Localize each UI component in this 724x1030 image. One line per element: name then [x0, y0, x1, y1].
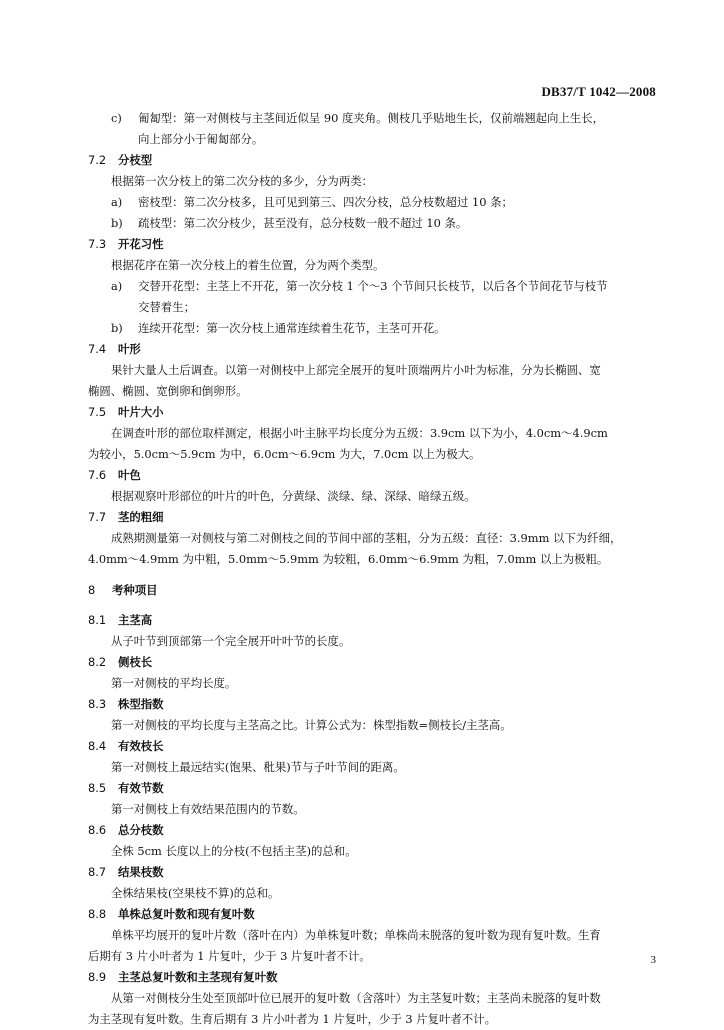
paragraph: 全株结果枝(空果枝不算)的总和。 — [111, 886, 280, 900]
page-content — [88, 108, 660, 1030]
section-heading-8-2 — [88, 652, 660, 673]
list-item-text: 连续开花型：第一次分枝上通常连续着生花节，主茎可开花。 — [138, 321, 446, 335]
section-title: 开花习性 — [118, 237, 164, 251]
paragraph: 第一对侧枝的平均长度与主茎高之比。计算公式为：株型指数=侧枝长/主茎高。 — [111, 718, 512, 732]
list-marker: a) — [111, 279, 123, 293]
paragraph: 根据第一次分枝上的第二次分枝的多少，分为两类： — [111, 174, 373, 188]
section-title: 株型指数 — [118, 697, 164, 711]
list-item-7-3-b — [88, 318, 660, 339]
section-number: 7.6 — [88, 468, 107, 482]
paragraph-line: 后期有 3 片小叶者为 1 片复叶，少于 3 片复叶者不计。 — [88, 949, 371, 963]
section-heading-8-6 — [88, 820, 660, 841]
section-title: 叶片大小 — [118, 405, 164, 419]
section-number: 8.1 — [88, 613, 107, 627]
list-item-text: 密枝型：第二次分枝多，且可见到第三、四次分枝，总分枝数超过 10 条； — [138, 195, 513, 209]
section-heading-8-7 — [88, 862, 660, 883]
paragraph: 从子叶节到顶部第一个完全展开叶叶节的长度。 — [111, 634, 351, 648]
section-number: 8.5 — [88, 781, 107, 795]
list-item-7-1-c — [88, 108, 660, 129]
section-heading-7-3 — [88, 234, 660, 255]
section-heading-7-6 — [88, 465, 660, 486]
paragraph: 根据花序在第一次分枝上的着生位置，分为两个类型。 — [111, 258, 385, 272]
paragraph-line: 为较小，5.0cm～5.9cm 为中，6.0cm～6.9cm 为大，7.0cm 以上为极大。 — [88, 447, 481, 461]
list-item-text: 交替开花型：主茎上不开花，第一次分枝 1 个～3 个节间只长枝节，以后各个节间花节与枝节 — [138, 279, 608, 293]
list-item-7-3-a — [88, 276, 660, 297]
section-number: 7.4 — [88, 342, 107, 356]
section-title: 侧枝长 — [118, 655, 153, 669]
list-marker: a) — [111, 195, 123, 209]
section-number: 7.3 — [88, 237, 107, 251]
paragraph: 第一对侧枝上最远结实(饱果、秕果)节与子叶节间的距离。 — [111, 760, 405, 774]
list-marker: b) — [111, 216, 123, 230]
paragraph-line: 从第一对侧枝分生处至顶部叶位已展开的复叶数（含落叶）为主茎复叶数；主茎尚未脱落的复叶数 — [111, 991, 601, 1005]
paragraph-line: 为主茎现有复叶数。生育后期有 3 片小叶者为 1 片复叶，少于 3 片复叶者不计。 — [88, 1012, 496, 1026]
section-title: 叶色 — [118, 468, 141, 482]
section-heading-8-3 — [88, 694, 660, 715]
list-marker: b) — [111, 321, 123, 335]
list-item-7-2-a — [88, 192, 660, 213]
section-title: 叶形 — [118, 342, 141, 356]
section-heading-8-4 — [88, 736, 660, 757]
section-number: 8.6 — [88, 823, 107, 837]
chapter-number: 8 — [88, 583, 96, 597]
section-title: 主茎高 — [118, 613, 153, 627]
list-item-text: 匍匐型：第一对侧枝与主茎间近似呈 90 度夹角。侧枝几乎贴地生长，仅前端翘起向上生长， — [138, 111, 604, 125]
section-heading-7-4 — [88, 339, 660, 360]
section-title: 单株总复叶数和现有复叶数 — [118, 907, 255, 921]
list-item-7-2-b — [88, 213, 660, 234]
section-title: 有效枝长 — [118, 739, 164, 753]
section-number: 8.3 — [88, 697, 107, 711]
paragraph: 第一对侧枝的平均长度。 — [111, 676, 237, 690]
list-marker: c) — [111, 111, 122, 125]
section-heading-7-2 — [88, 150, 660, 171]
section-heading-8-9 — [88, 967, 660, 988]
paragraph: 全株 5cm 长度以上的分枝(不包括主茎)的总和。 — [111, 844, 357, 858]
section-title: 结果枝数 — [118, 865, 164, 879]
section-heading-7-7 — [88, 507, 660, 528]
paragraph: 第一对侧枝上有效结果范围内的节数。 — [111, 802, 305, 816]
section-number: 8.2 — [88, 655, 107, 669]
section-heading-8-8 — [88, 904, 660, 925]
list-item-continuation: 向上部分小于匍匐部分。 — [138, 132, 264, 146]
paragraph-line: 果针大量人土后调查。以第一对侧枝中上部完全展开的复叶顶端两片小叶为标准，分为长椭圆、宽 — [111, 363, 601, 377]
list-item-text: 疏枝型：第二次分枝少，甚至没有，总分枝数一般不超过 10 条。 — [138, 216, 468, 230]
section-title: 茎的粗细 — [118, 510, 164, 524]
paragraph-line: 在调查叶形的部位取样测定，根据小叶主脉平均长度分为五级：3.9cm 以下为小，4.0cm～4.9cm — [111, 426, 608, 440]
standard-code: DB37/T 1042—2008 — [541, 84, 656, 99]
page-number: 3 — [650, 954, 656, 966]
section-title: 总分枝数 — [118, 823, 164, 837]
paragraph-line: 单株平均展开的复叶片数（落叶在内）为单株复叶数；单株尚未脱落的复叶数为现有复叶数。生育 — [111, 928, 601, 942]
section-number: 8.8 — [88, 907, 107, 921]
section-heading-8-1 — [88, 610, 660, 631]
section-number: 8.9 — [88, 970, 107, 984]
section-title: 主茎总复叶数和主茎现有复叶数 — [118, 970, 278, 984]
paragraph-line: 4.0mm～4.9mm 为中粗，5.0mm～5.9mm 为较粗，6.0mm～6.9mm 为粗，7.0mm 以上为极粗。 — [88, 552, 609, 566]
section-heading-8-5 — [88, 778, 660, 799]
section-number: 8.4 — [88, 739, 107, 753]
section-title: 分枝型 — [118, 153, 153, 167]
chapter-title: 考种项目 — [112, 583, 158, 597]
section-heading-7-5 — [88, 402, 660, 423]
paragraph: 根据观察叶形部位的叶片的叶色，分黄绿、淡绿、绿、深绿、暗绿五级。 — [111, 489, 476, 503]
section-number: 7.2 — [88, 153, 107, 167]
section-number: 7.5 — [88, 405, 107, 419]
section-title: 有效节数 — [118, 781, 164, 795]
list-item-continuation: 交替着生； — [138, 300, 195, 314]
paragraph-line: 成熟期测量第一对侧枝与第二对侧枝之间的节间中部的茎粗，分为五级：直径：3.9mm 以下为纤细， — [111, 531, 622, 545]
section-number: 8.7 — [88, 865, 107, 879]
chapter-heading-8 — [88, 578, 660, 602]
section-number: 7.7 — [88, 510, 107, 524]
paragraph-line: 椭圆、椭圆、宽倒卵和倒卵形。 — [88, 384, 248, 398]
